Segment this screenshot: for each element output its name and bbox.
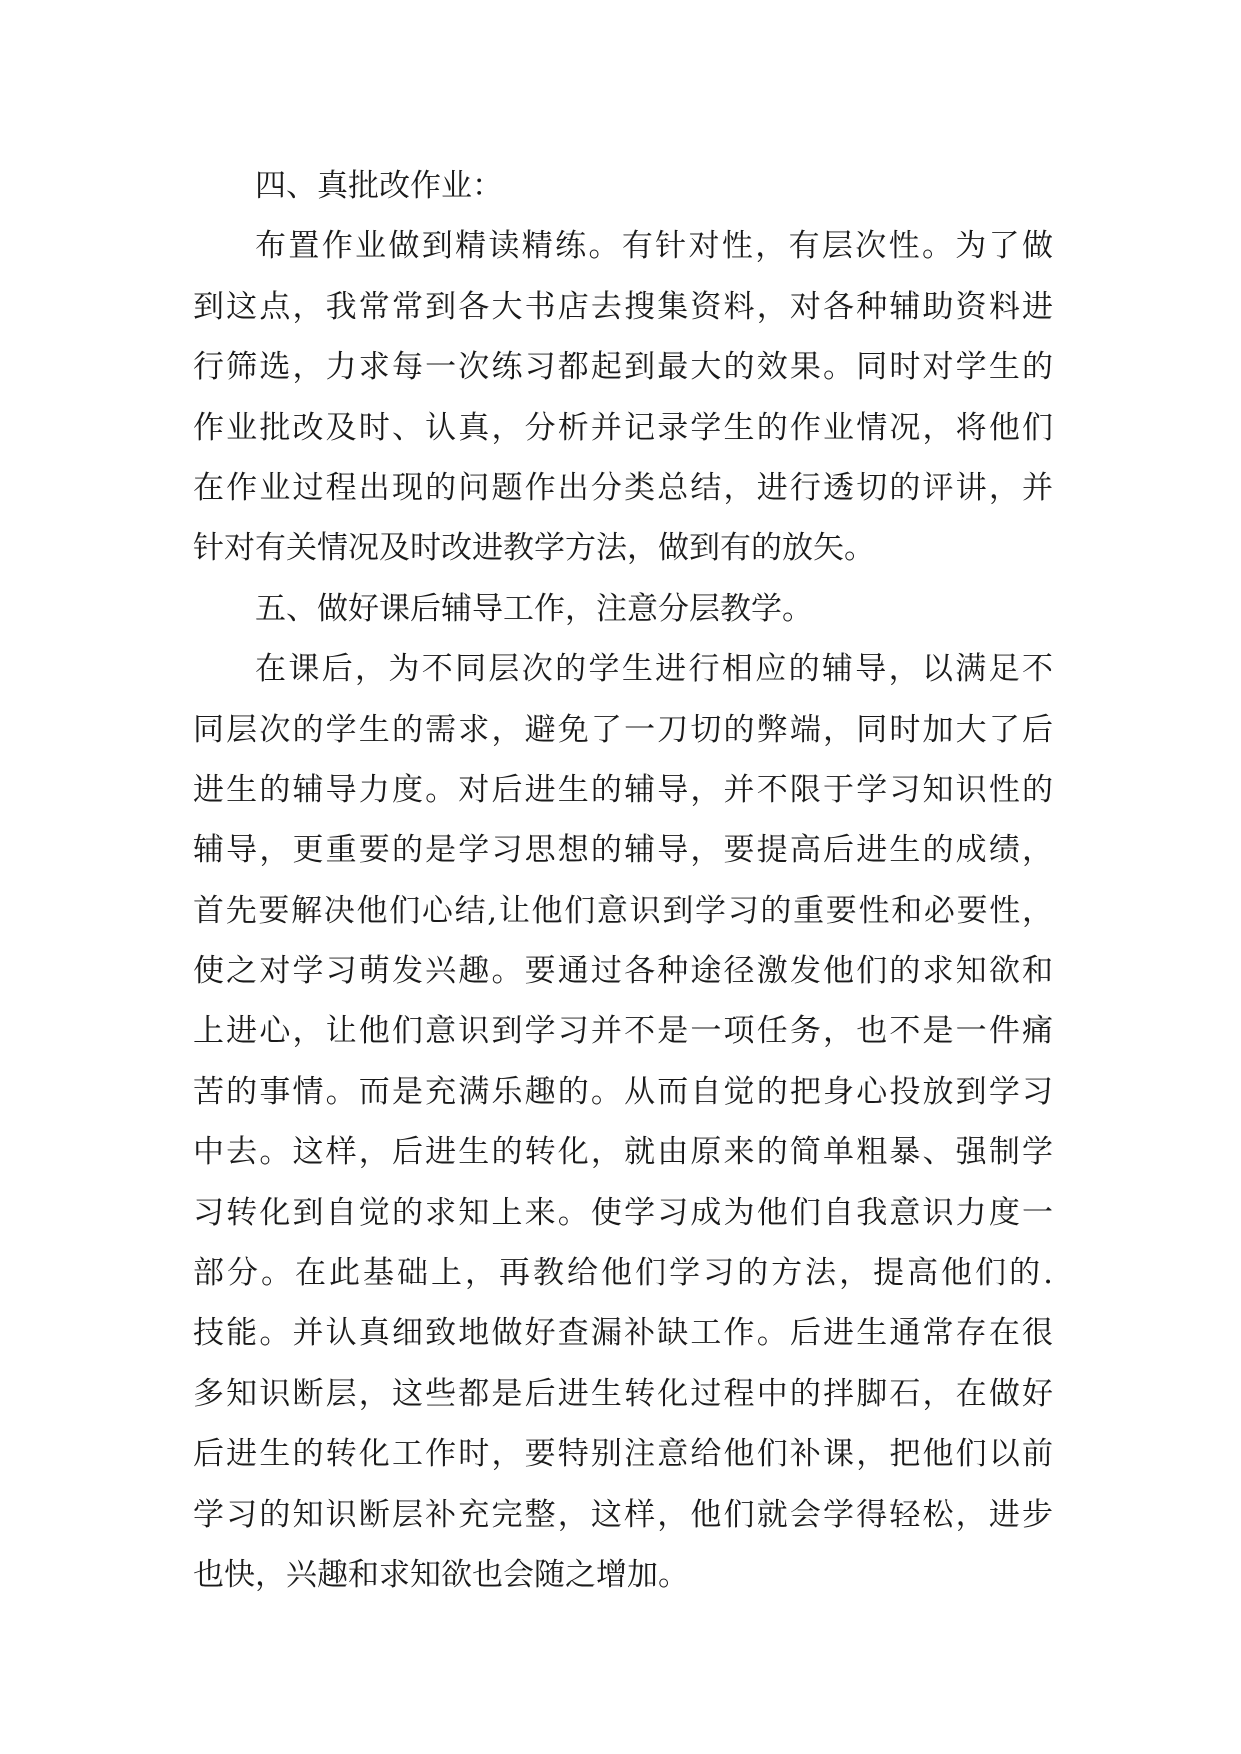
document-body bbox=[193, 156, 1053, 1605]
text-line: 学习的知识断层补充完整，这样，他们就会学得轻松，进步 bbox=[193, 1496, 1053, 1533]
text-line: 使之对学习萌发兴趣。要通过各种途径激发他们的求知欲和 bbox=[193, 953, 1053, 990]
text-line: 五、做好课后辅导工作，注意分层教学。 bbox=[255, 590, 813, 627]
text-line: 在课后，为不同层次的学生进行相应的辅导，以满足不 bbox=[255, 651, 1053, 688]
text-line: 多知识断层，这些都是后进生转化过程中的拌脚石，在做好 bbox=[193, 1375, 1053, 1412]
text-line: 布置作业做到精读精练。有针对性，有层次性。为了做 bbox=[255, 228, 1053, 265]
text-line: 首先要解决他们心结,让他们意识到学习的重要性和必要性， bbox=[193, 892, 1053, 929]
text-line: 部分。在此基础上，再教给他们学习的方法，提高他们的. bbox=[193, 1255, 1053, 1292]
text-line: 同层次的学生的需求，避免了一刀切的弊端，同时加大了后 bbox=[193, 711, 1053, 748]
text-line: 中去。这样，后进生的转化，就由原来的简单粗暴、强制学 bbox=[193, 1134, 1053, 1171]
text-line: 后进生的转化工作时，要特别注意给他们补课，把他们以前 bbox=[193, 1436, 1053, 1473]
text-line: 也快，兴趣和求知欲也会随之增加。 bbox=[193, 1556, 689, 1593]
text-line: 习转化到自觉的求知上来。使学习成为他们自我意识力度一 bbox=[193, 1194, 1053, 1231]
text-line: 行筛选，力求每一次练习都起到最大的效果。同时对学生的 bbox=[193, 349, 1053, 386]
text-line: 四、真批改作业： bbox=[255, 168, 503, 204]
text-line: 苦的事情。而是充满乐趣的。从而自觉的把身心投放到学习 bbox=[193, 1073, 1053, 1110]
text-line: 到这点，我常常到各大书店去搜集资料，对各种辅助资料进 bbox=[193, 288, 1053, 325]
text-line: 针对有关情况及时改进教学方法，做到有的放矢。 bbox=[193, 530, 875, 567]
text-line: 作业批改及时、认真，分析并记录学生的作业情况，将他们 bbox=[193, 409, 1053, 446]
text-line: 辅导，更重要的是学习思想的辅导，要提高后进生的成绩， bbox=[193, 832, 1053, 869]
text-line: 技能。并认真细致地做好查漏补缺工作。后进生通常存在很 bbox=[193, 1315, 1053, 1352]
text-line: 上进心，让他们意识到学习并不是一项任务，也不是一件痛 bbox=[193, 1013, 1053, 1050]
text-line: 在作业过程出现的问题作出分类总结，进行透切的评讲，并 bbox=[193, 469, 1053, 506]
text-line: 进生的辅导力度。对后进生的辅导，并不限于学习知识性的 bbox=[193, 771, 1053, 808]
